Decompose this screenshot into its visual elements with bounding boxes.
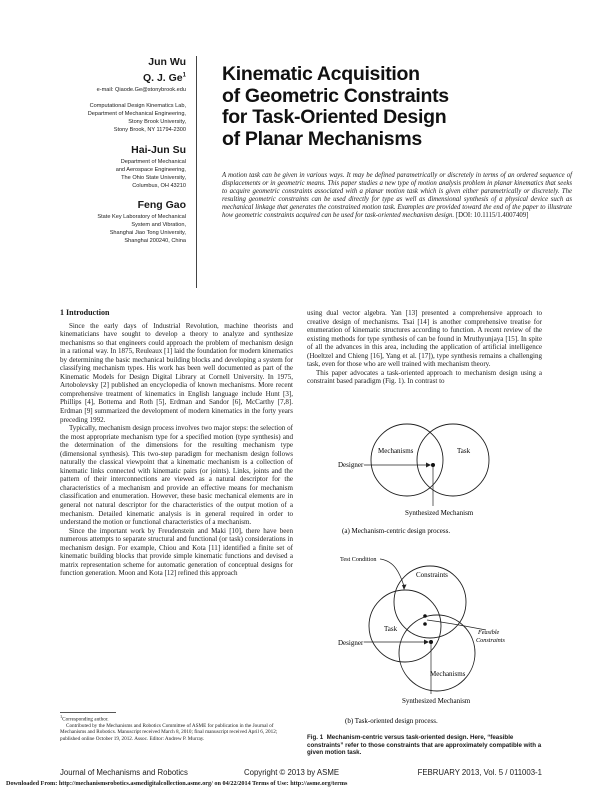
label-task-b: Task	[384, 625, 398, 633]
figure-label: Fig. 1	[307, 734, 324, 741]
task-circle-b	[369, 590, 441, 662]
label-feasible: Feasible	[478, 629, 500, 636]
label-test-condition: Test Condition	[340, 556, 377, 563]
footnote	[60, 714, 293, 742]
label-synthesized: Synthesized Mechanism	[405, 509, 474, 517]
author-affiliation: Department of Mechanical and Aerospace Engineering, The Ohio State University, Columbus, OH 43210	[115, 159, 186, 189]
footnote-contribution: Contributed by the Mechanisms and Robotics Committee of ASME for publication in the Journal of Mechanisms and Robotics. Manuscript received March 8, 2010; final manuscript received April 6, 2012; published online October 19, 2012. Assoc. Editor: Andrew P. Murray.	[60, 723, 278, 742]
section-heading: 1 Introduction	[60, 308, 110, 317]
header-divider	[196, 56, 197, 288]
author-email[interactable]: e-mail: Qiaode.Ge@stonybrook.edu	[96, 87, 186, 93]
doi-link[interactable]: [DOI: 10.1115/1.4007409]	[455, 212, 529, 220]
paper-title: Kinematic Acquisition of Geometric Constraints for Task-Oriented Design of Planar Mechanisms	[222, 63, 449, 150]
footer-journal: Journal of Mechanisms and Robotics	[60, 768, 188, 777]
paragraph: Typically, mechanism design process involves two major steps: the selection of the most appropriate mechanism type for a specified motion (type synthesis) and the determination of the dimensions for the resulting mechanism type (dimensional synthesis). This two-step paradigm for mechanism design follows naturally the classical viewpoint that a kinematic mechanism is a collection of kinematic links connected with kinematic pairs (or joints). Links, joints and the pattern of their interconnections are viewed as a natural descriptor for the characteristics of a mechanism and provide an effective means for mechanism classification and enumeration. However, these basic mechanical elements are in general not natural descriptor for the characteristics of the output motion of a mechanism. Detailed kinematic analysis is in general required in order to understand the motion or functional characteristics of a mechanism.	[60, 424, 293, 527]
label-mechanisms-b: Mechanisms	[430, 670, 466, 678]
label-designer: Designer	[338, 461, 364, 469]
label-mechanisms: Mechanisms	[378, 447, 414, 455]
label-task: Task	[457, 447, 471, 455]
figure-caption-text: Mechanism-centric versus task-oriented design. Here, “feasible constraints” refer to those constraints that are approximately compatible with a given motion task.	[307, 734, 542, 757]
intersection-point	[431, 463, 435, 467]
abstract	[222, 172, 572, 221]
paragraph: using dual vector algebra. Yan [13] presented a comprehensive approach to creative design of mechanisms. Tsai [14] is another comprehensive treatise for enumeration of kinematic structures according to function. A recent review of the existing methods for type synthesis of can be found in Mruthyunjaya [15]. In spite of all the advances in this area, including the application of artificial intelligence (Hoeltzel and Chieng [16], Yang et al. [17]), type synthesis remains a challenging task, even for those who are well trained with mechanism theory.	[307, 309, 542, 369]
mechanisms-circle	[371, 424, 443, 496]
paragraph: This paper advocates a task-oriented approach to mechanism design using a constraint based paradigm (Fig. 1). In contrast to	[307, 368, 542, 386]
label-synthesized-b: Synthesized Mechanism	[402, 697, 471, 705]
corresponding-marker: 1	[182, 72, 186, 79]
author-affiliation: Computational Design Kinematics Lab, Department of Mechanical Engineering, Stony Brook University, Stony Brook, NY 11794-2300	[87, 103, 186, 133]
footer-copyright: Copyright © 2013 by ASME	[244, 768, 340, 777]
download-notice[interactable]: Downloaded From: http://mechanismsrobotics.asmedigitalcollection.asme.org/ on 04/22/2014 Terms of Use: http://asme.org/terms	[6, 780, 348, 787]
author-name: Jun Wu	[148, 56, 186, 68]
left-column	[60, 309, 293, 578]
author-affiliation: State Key Laboratory of Mechanical System and Vibration, Shanghai Jiao Tong University, Shanghai 200240, China	[97, 214, 186, 244]
footnote-rule	[60, 712, 116, 713]
author-name: Q. J. Ge$^1$	[142, 72, 186, 84]
figure-1b	[338, 556, 505, 725]
caption-b: (b) Task-oriented design process.	[345, 717, 438, 725]
label-designer-b: Designer	[338, 639, 364, 647]
figure-1	[300, 420, 560, 730]
figure-caption	[307, 734, 542, 757]
footnote-corresponding: $^1$Corresponding author.	[60, 714, 109, 723]
author-block	[60, 56, 186, 245]
feasible-point	[429, 640, 433, 644]
feasible-point	[423, 622, 427, 626]
abstract-text: A motion task can be given in various ways. It may be defined parametrically or discretely in terms of an ordered sequence of displacements or in geometric means. This paper studies a new type of motion analysis problem in planar kinematics that seeks to acquire geometric constraints associated with a planar motion task which is given either parametrically or discretely. The resulting geometric constraints can be used directly for type as well as dimensional synthesis of a physical device such as mechanical linkage that generates the constrained motion task. Examples are provided toward the end of the paper to illustrate how geometric constraints acquired can be used for task-oriented mechanism design.	[222, 172, 572, 220]
footer-issue: FEBRUARY 2013, Vol. 5 / 011003-1	[417, 768, 542, 777]
label-constraints: Constraints	[416, 571, 448, 579]
arrowhead-icon	[426, 463, 431, 468]
arrowhead-icon	[424, 640, 429, 645]
mechanisms-circle-b	[399, 615, 475, 691]
task-circle	[417, 424, 489, 496]
caption-a: (a) Mechanism-centric design process.	[342, 527, 451, 535]
figure-1a	[338, 424, 489, 535]
label-constraints-2: Constraints	[476, 637, 505, 644]
author-name: Feng Gao	[137, 199, 186, 211]
right-column	[307, 309, 542, 386]
paragraph: Since the important work by Freudenstein and Maki [10], there have been numerous attempts to separate structural and functional (or task) considerations in mechanism design. For example, Chiou and Kota [11] identified a finite set of kinematic building blocks that provide simple kinematic functions and devised a matrix representation scheme for automatic generation of conceptual designs for function generation. Moon and Kota [12] refined this approach	[60, 526, 293, 578]
arrowhead-icon	[402, 585, 407, 591]
feasible-point	[423, 614, 427, 618]
paragraph: Since the early days of Industrial Revolution, machine theorists and kinematicians have sought to develop a theory to analyze and synthesize mechanisms so that engineers could approach the problem of mechanism design in a rational way. In 1875, Reuleaux [1] laid the foundation for modern kinematics by determining the basic mechanical building blocks and developing a system for classifying mechanism types. His work has been well documented as part of the Kinematic Models for Design Digital Library at Cornell University. In 1975, Artobolevsky [2] published an encyclopedia of known mechanisms. More recent comprehensive treatment of kinematics in English language include Hunt [3], Phillips [4], Bottema and Roth [5], Erdman and Sandor [6], McCarthy [7,8]. Erdman [9] summarized the development of modern kinematics in the forty years preceding 1992.	[60, 321, 293, 424]
author-name: Hai-Jun Su	[131, 144, 186, 156]
